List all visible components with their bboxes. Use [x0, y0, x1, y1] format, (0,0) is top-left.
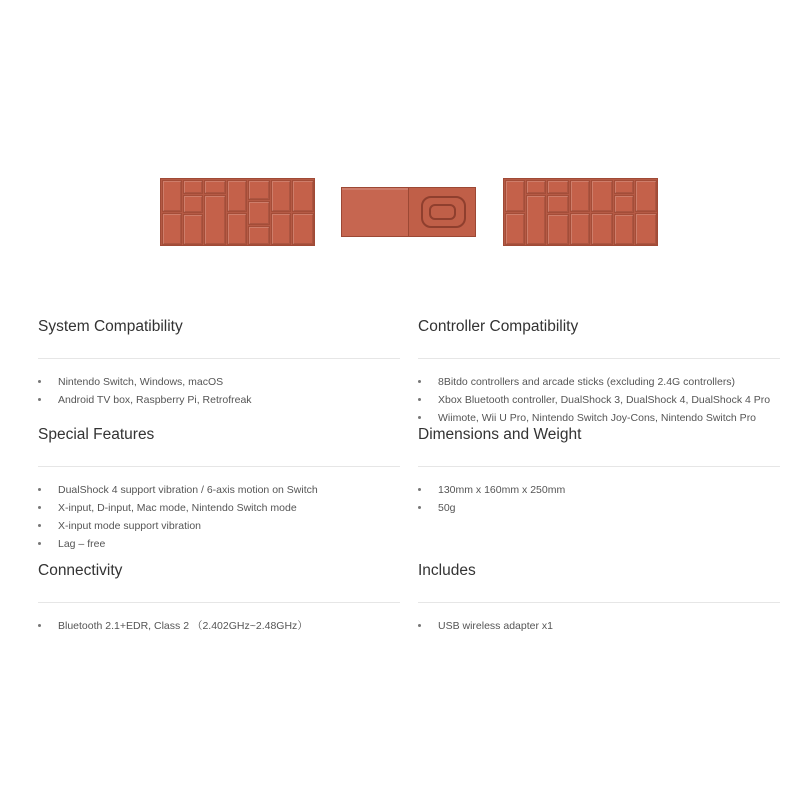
brick-tile: [570, 180, 590, 212]
brick-tile: [614, 195, 634, 213]
brick-tile: [248, 180, 270, 200]
brick-tile: [547, 195, 569, 213]
brick-tile: [204, 180, 226, 194]
item-text: 130mm x 160mm x 250mm: [438, 484, 566, 496]
brick-tile: [162, 213, 182, 245]
item-list: [38, 373, 400, 409]
item-list: [418, 617, 780, 635]
section-title: Special Features: [38, 420, 400, 467]
list-item: [418, 481, 780, 499]
section-title: Controller Compatibility: [418, 312, 780, 359]
item-text: 50g: [438, 502, 456, 514]
list-item: [418, 499, 780, 517]
list-item: [38, 517, 400, 535]
brick-tile: [227, 213, 247, 245]
brick-tile: [227, 180, 247, 212]
item-text: USB wireless adapter x1: [438, 620, 553, 632]
brick-tile: [635, 213, 657, 245]
section-title: Includes: [418, 556, 780, 603]
brick-tile: [591, 180, 613, 212]
brick-tile: [526, 195, 546, 245]
brick-tile: [271, 213, 291, 245]
section-includes: [418, 556, 780, 635]
item-text: Bluetooth 2.1+EDR, Class 2 （2.402GHz~2.48GHz）: [58, 620, 308, 632]
item-list: [38, 617, 400, 635]
brick-tile: [614, 180, 634, 194]
bullet-icon: [38, 624, 41, 627]
list-item: [38, 535, 400, 553]
list-item: [38, 391, 400, 409]
list-item: [38, 481, 400, 499]
item-list: [418, 481, 780, 517]
bullet-icon: [38, 506, 41, 509]
packaging-back-image: [503, 178, 658, 246]
item-text: Xbox Bluetooth controller, DualShock 3, DualShock 4, DualShock 4 Pro: [438, 394, 771, 406]
brick-tile: [614, 214, 634, 245]
brick-tile: [505, 213, 525, 245]
packaging-front-image: [160, 178, 315, 246]
section-title: Connectivity: [38, 556, 400, 603]
brick-tile: [271, 180, 291, 212]
brick-tile: [183, 180, 203, 194]
brick-tile: [183, 214, 203, 245]
item-text: DualShock 4 support vibration / 6-axis motion on Switch: [58, 484, 318, 496]
item-text: Lag – free: [58, 538, 106, 550]
bullet-icon: [38, 398, 41, 401]
brick-tile: [204, 195, 226, 245]
bullet-icon: [38, 380, 41, 383]
brick-tile: [591, 213, 613, 245]
list-item: [418, 617, 780, 635]
section-title: Dimensions and Weight: [418, 420, 780, 467]
bullet-icon: [38, 524, 41, 527]
brick-tile: [505, 180, 525, 212]
item-text: X-input, D-input, Mac mode, Nintendo Switch mode: [58, 502, 297, 514]
item-text: Nintendo Switch, Windows, macOS: [58, 376, 224, 388]
item-text: Android TV box, Raspberry Pi, Retrofreak: [58, 394, 252, 406]
brick-tile: [526, 180, 546, 194]
bullet-icon: [38, 542, 41, 545]
bullet-icon: [38, 488, 41, 491]
list-item: [38, 499, 400, 517]
list-item: [38, 373, 400, 391]
item-list: [38, 481, 400, 553]
item-text: Wiimote, Wii U Pro, Nintendo Switch Joy-Cons, Nintendo Switch Pro: [438, 412, 757, 424]
bullet-icon: [418, 398, 421, 401]
brick-tile: [248, 226, 270, 245]
item-text: 8Bitdo controllers and arcade sticks (excluding 2.4G controllers): [438, 376, 736, 388]
product-images: [0, 0, 800, 300]
brick-tile: [570, 213, 590, 245]
section-system-compatibility: [38, 312, 400, 409]
adapter-logo: [421, 196, 466, 228]
bullet-icon: [418, 506, 421, 509]
usb-adapter-image: [341, 187, 476, 237]
bullet-icon: [418, 488, 421, 491]
list-item: [38, 617, 400, 635]
brick-tile: [292, 180, 314, 212]
item-text: X-input mode support vibration: [58, 520, 201, 532]
list-item: [418, 391, 780, 409]
section-connectivity: [38, 556, 400, 635]
brick-tile: [292, 213, 314, 245]
item-list: [418, 373, 780, 427]
bullet-icon: [418, 624, 421, 627]
brick-tile: [162, 180, 182, 212]
brick-tile: [547, 180, 569, 194]
section-title: System Compatibility: [38, 312, 400, 359]
brick-tile: [183, 195, 203, 213]
bullet-icon: [418, 380, 421, 383]
section-dimensions-weight: [418, 420, 780, 517]
list-item: [418, 373, 780, 391]
section-special-features: [38, 420, 400, 553]
adapter-cap: [342, 188, 409, 236]
brick-tile: [635, 180, 657, 212]
brick-tile: [248, 201, 270, 225]
section-controller-compatibility: [418, 312, 780, 427]
bullet-icon: [418, 416, 421, 419]
brick-tile: [547, 214, 569, 245]
